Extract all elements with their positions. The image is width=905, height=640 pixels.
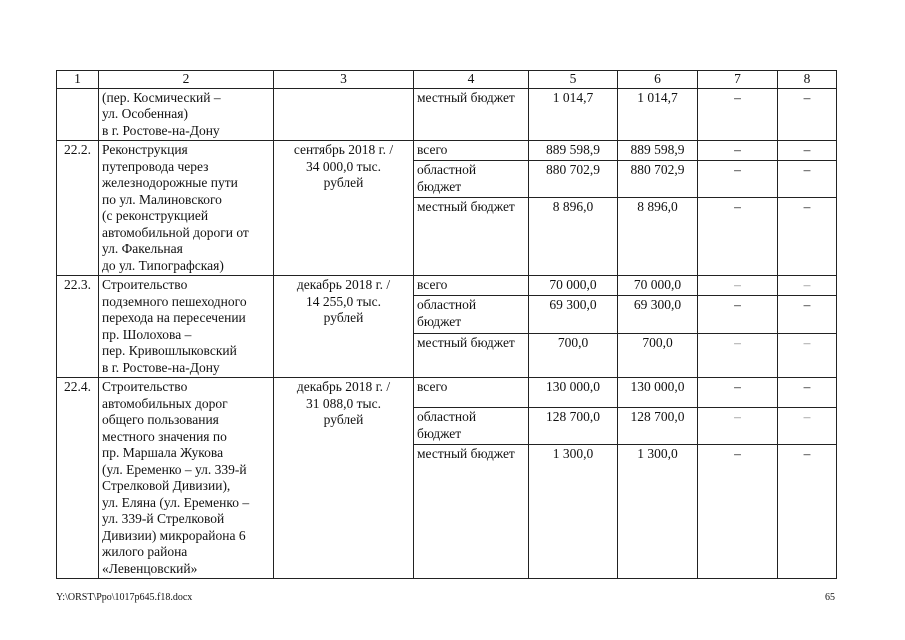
value-col5: 1 300,0 <box>529 445 618 579</box>
value-col8: – <box>778 276 837 296</box>
term-cell: декабрь 2018 г. / 31 088,0 тыс. рублей <box>274 378 414 579</box>
funding-source: областной бюджет <box>414 408 529 445</box>
project-name: Реконструкция путепровода через железнодорожные пути по ул. Малиновского (с реконструкцией автомобильной дороги от ул. Факельная до ул. Типографская) <box>99 141 274 276</box>
value-col5: 130 000,0 <box>529 378 618 408</box>
value-col7: – <box>698 198 778 276</box>
table-row <box>57 88 837 141</box>
value-col8: – <box>778 408 837 445</box>
value-col5: 1 014,7 <box>529 88 618 141</box>
term-cell: сентябрь 2018 г. / 34 000,0 тыс. рублей <box>274 141 414 276</box>
row-number <box>57 88 99 141</box>
value-col7: – <box>698 445 778 579</box>
row-number: 22.4. <box>57 378 99 579</box>
footer-file-path: Y:\ORST\Ppo\1017p645.f18.docx <box>56 592 193 603</box>
value-col5: 880 702,9 <box>529 161 618 198</box>
value-col8: – <box>778 334 837 378</box>
funding-source: местный бюджет <box>414 445 529 579</box>
header-cell: 3 <box>274 71 414 89</box>
value-col6: 70 000,0 <box>618 276 698 296</box>
value-col6: 1 300,0 <box>618 445 698 579</box>
value-col6: 69 300,0 <box>618 296 698 334</box>
row-number: 22.3. <box>57 276 99 378</box>
term-cell: декабрь 2018 г. / 14 255,0 тыс. рублей <box>274 276 414 378</box>
value-col8: – <box>778 141 837 161</box>
value-col8: – <box>778 296 837 334</box>
value-col6: 130 000,0 <box>618 378 698 408</box>
value-col7: – <box>698 378 778 408</box>
budget-table <box>56 70 837 579</box>
funding-source: местный бюджет <box>414 88 529 141</box>
header-cell: 5 <box>529 71 618 89</box>
value-col7: – <box>698 276 778 296</box>
value-col5: 8 896,0 <box>529 198 618 276</box>
funding-source: местный бюджет <box>414 334 529 378</box>
header-row <box>57 71 837 89</box>
project-name: Строительство автомобильных дорог общего пользования местного значения по пр. Маршала Жукова (ул. Еременко – ул. 339-й Стрелковой Дивизии), ул. Еляна (ул. Еременко – ул. 339-й Стрелковой Дивизии) микрорайона 6 жилого района «Левенцовский» <box>99 378 274 579</box>
value-col5: 700,0 <box>529 334 618 378</box>
header-cell: 4 <box>414 71 529 89</box>
value-col8: – <box>778 378 837 408</box>
funding-source: всего <box>414 378 529 408</box>
funding-source: областной бюджет <box>414 161 529 198</box>
row-number: 22.2. <box>57 141 99 276</box>
value-col6: 8 896,0 <box>618 198 698 276</box>
funding-source: областной бюджет <box>414 296 529 334</box>
value-col7: – <box>698 141 778 161</box>
value-col7: – <box>698 296 778 334</box>
value-col8: – <box>778 445 837 579</box>
value-col7: – <box>698 161 778 198</box>
value-col5: 70 000,0 <box>529 276 618 296</box>
value-col6: 128 700,0 <box>618 408 698 445</box>
header-cell: 7 <box>698 71 778 89</box>
table-row <box>57 141 837 161</box>
table-row <box>57 378 837 408</box>
header-cell: 2 <box>99 71 274 89</box>
value-col7: – <box>698 88 778 141</box>
value-col5: 128 700,0 <box>529 408 618 445</box>
value-col6: 889 598,9 <box>618 141 698 161</box>
value-col7: – <box>698 334 778 378</box>
value-col7: – <box>698 408 778 445</box>
footer-page-number: 65 <box>825 592 835 603</box>
funding-source: всего <box>414 141 529 161</box>
value-col8: – <box>778 161 837 198</box>
project-name: Строительство подземного пешеходного перехода на пересечении пр. Шолохова – пер. Кривошлыковский в г. Ростове-на-Дону <box>99 276 274 378</box>
value-col6: 1 014,7 <box>618 88 698 141</box>
value-col6: 700,0 <box>618 334 698 378</box>
table-row <box>57 276 837 296</box>
value-col5: 69 300,0 <box>529 296 618 334</box>
funding-source: местный бюджет <box>414 198 529 276</box>
funding-source: всего <box>414 276 529 296</box>
header-cell: 1 <box>57 71 99 89</box>
term-cell <box>274 88 414 141</box>
value-col8: – <box>778 88 837 141</box>
header-cell: 6 <box>618 71 698 89</box>
value-col8: – <box>778 198 837 276</box>
value-col6: 880 702,9 <box>618 161 698 198</box>
header-cell: 8 <box>778 71 837 89</box>
project-name: (пер. Космический – ул. Особенная) в г. Ростове-на-Дону <box>99 88 274 141</box>
value-col5: 889 598,9 <box>529 141 618 161</box>
